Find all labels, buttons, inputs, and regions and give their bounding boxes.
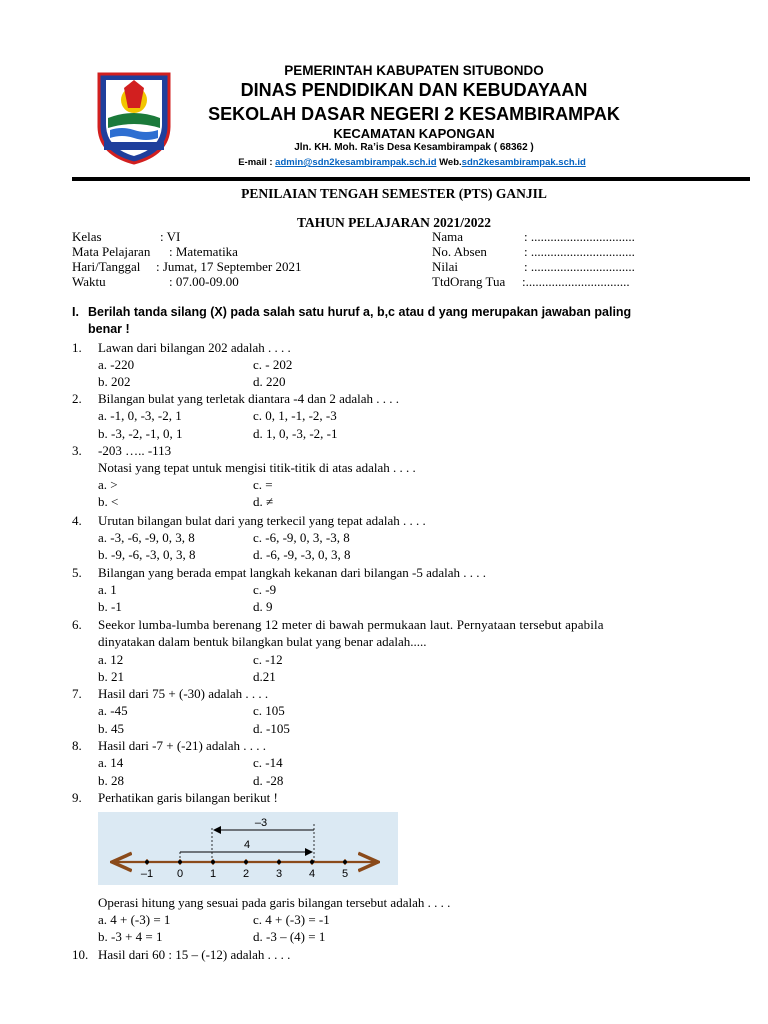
option-d[interactable]: d. -3 – (4) = 1: [253, 929, 326, 944]
option-b[interactable]: b. 28: [98, 773, 124, 788]
tick-label: 4: [308, 868, 316, 880]
option-a[interactable]: a. 4 + (-3) = 1: [98, 912, 171, 927]
option-d[interactable]: d. 220: [253, 374, 286, 389]
instruction-continued: benar !: [88, 322, 130, 336]
option-b[interactable]: b. 202: [98, 374, 131, 389]
department-name: DINAS PENDIDIKAN DAN KEBUDAYAAN: [240, 80, 588, 100]
option-a[interactable]: a. 1: [98, 582, 117, 597]
option-a[interactable]: a. 14: [98, 755, 124, 770]
instruction: I. Berilah tanda silang (X) pada salah satu huruf a, b,c atau d yang merupakan jawaban paling: [72, 305, 632, 319]
option-d[interactable]: d. 9: [253, 599, 273, 614]
tick-dot: [343, 860, 347, 864]
option-a[interactable]: a. 12: [98, 652, 124, 667]
email-label: E-mail :: [238, 157, 276, 168]
arrow-bottom-label: 4: [243, 839, 251, 851]
option-b[interactable]: b. -3, -2, -1, 0, 1: [98, 426, 183, 441]
option-c[interactable]: c. 0, 1, -1, -2, -3: [253, 408, 337, 423]
tick-dot: [178, 860, 182, 864]
option-b[interactable]: b. 45: [98, 721, 124, 736]
exam-title: PENILAIAN TENGAH SEMESTER (PTS) GANJIL: [241, 186, 547, 201]
tick-dot: [244, 860, 248, 864]
option-d[interactable]: d. -105: [253, 721, 290, 736]
tick-dot: [277, 860, 281, 864]
option-c[interactable]: c. =: [253, 477, 273, 492]
school-address: Jln. KH. Moh. Ra’is Desa Kesambirampak ( 68362 ): [294, 142, 534, 153]
tick-dot: [211, 860, 215, 864]
contact-line: [28, 157, 768, 168]
option-c[interactable]: c. 105: [253, 703, 285, 718]
district-name: KECAMATAN KAPONGAN: [333, 126, 495, 141]
website-link[interactable]: sdn2kesambirampak.sch.id: [461, 157, 586, 168]
number-line-svg: [98, 812, 398, 885]
option-d[interactable]: d. 1, 0, -3, -2, -1: [253, 426, 338, 441]
option-a[interactable]: a. -1, 0, -3, -2, 1: [98, 408, 182, 423]
gov-name: PEMERINTAH KABUPATEN SITUBONDO: [284, 63, 544, 78]
option-c[interactable]: c. -9: [253, 582, 277, 597]
header-divider: [72, 177, 750, 181]
tick-label: 2: [242, 868, 250, 880]
option-a[interactable]: a. -220: [98, 357, 135, 372]
option-a[interactable]: a. >: [98, 477, 118, 492]
option-d[interactable]: d. -6, -9, -3, 0, 3, 8: [253, 547, 351, 562]
email-link[interactable]: admin@sdn2kesambirampak.sch.id: [275, 157, 437, 168]
option-a[interactable]: a. -3, -6, -9, 0, 3, 8: [98, 530, 195, 545]
tick-label: 3: [275, 868, 283, 880]
option-c[interactable]: c. 4 + (-3) = -1: [253, 912, 330, 927]
option-b[interactable]: b. -9, -6, -3, 0, 3, 8: [98, 547, 196, 562]
option-c[interactable]: c. -12: [253, 652, 283, 667]
tick-label: –1: [140, 868, 154, 880]
school-name: SEKOLAH DASAR NEGERI 2 KESAMBIRAMPAK: [208, 104, 620, 124]
option-b[interactable]: b. -3 + 4 = 1: [98, 929, 163, 944]
tick-label: 1: [209, 868, 217, 880]
option-c[interactable]: c. -14: [253, 755, 283, 770]
tick-dot: [145, 860, 149, 864]
number-line-figure: [98, 812, 398, 885]
tick-label: 5: [341, 868, 349, 880]
tick-dot: [310, 860, 314, 864]
option-b[interactable]: b. 21: [98, 669, 124, 684]
option-a[interactable]: a. -45: [98, 703, 128, 718]
option-d[interactable]: d.21: [253, 669, 276, 684]
web-label: Web.: [436, 157, 462, 168]
tick-label: 0: [176, 868, 184, 880]
academic-year: TAHUN PELAJARAN 2021/2022: [296, 215, 491, 230]
option-b[interactable]: b. <: [98, 494, 119, 509]
arrow-top-label: –3: [254, 817, 268, 829]
letterhead: [0, 0, 768, 180]
option-d[interactable]: d. -28: [253, 773, 284, 788]
option-c[interactable]: c. - 202: [253, 357, 293, 372]
option-d[interactable]: d. ≠: [253, 494, 274, 509]
option-c[interactable]: c. -6, -9, 0, 3, -3, 8: [253, 530, 350, 545]
option-b[interactable]: b. -1: [98, 599, 122, 614]
